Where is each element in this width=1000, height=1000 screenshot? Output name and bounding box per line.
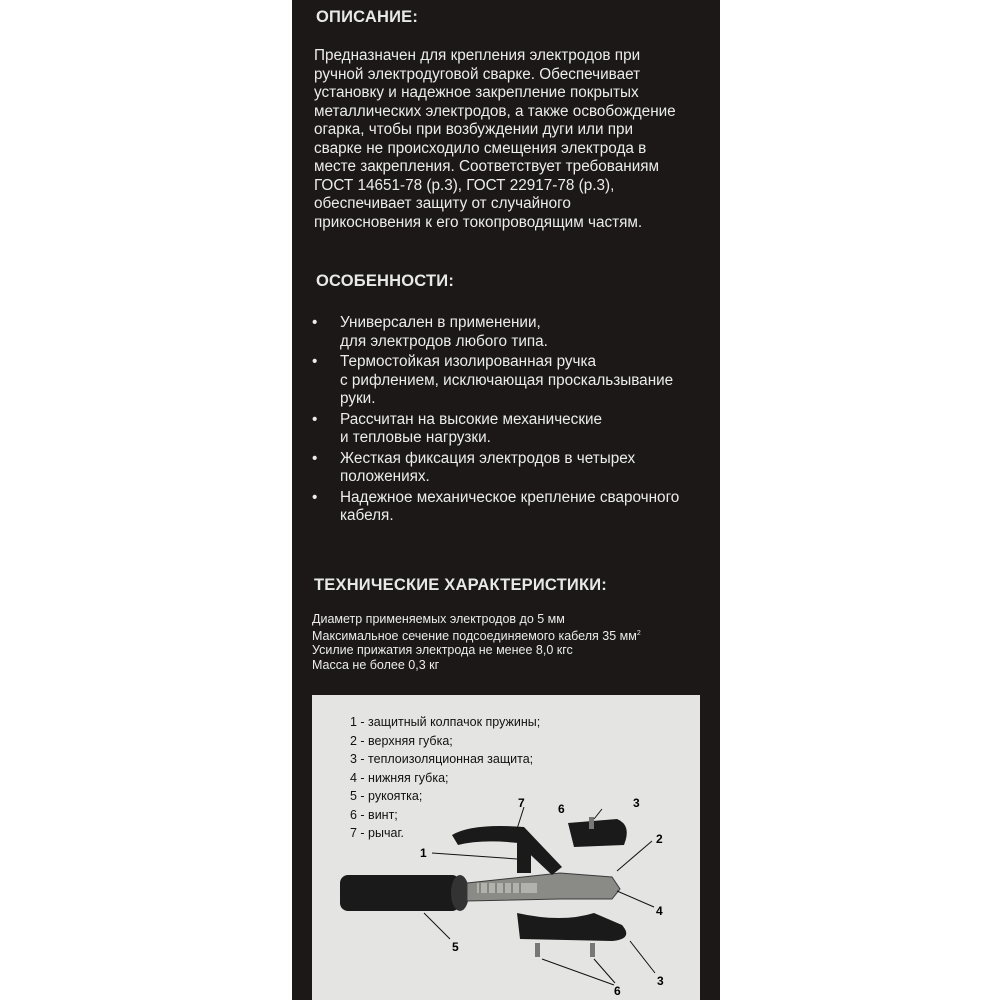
callout-1: 1	[420, 846, 427, 860]
screw-icon	[535, 943, 540, 957]
screw-icon	[590, 943, 595, 957]
description-heading: ОПИСАНИЕ:	[316, 8, 419, 26]
feature-line: Надежное механическое крепление сварочного	[340, 488, 680, 506]
feature-item	[312, 450, 712, 487]
callout-3-upper: 3	[633, 796, 640, 810]
spec-cable-text: Максимальное сечение подсоединяемого кабеля 35 мм	[312, 628, 637, 643]
callout-7: 7	[518, 796, 525, 810]
description-line: ГОСТ 14651-78 (р.3), ГОСТ 22917-78 (р.3),	[314, 176, 615, 194]
spec-force: Усилие прижатия электрода не менее 8,0 кгс	[312, 643, 573, 657]
upper-insulation-shape	[568, 819, 627, 847]
spec-diameter: Диаметр применяемых электродов до 5 мм	[312, 612, 565, 626]
feature-item	[312, 411, 712, 448]
feature-item	[312, 353, 712, 409]
description-line: сварке не происходило смещения электрода в	[314, 139, 647, 157]
lower-insulation-shape	[517, 913, 626, 941]
callout-6-upper: 6	[558, 802, 565, 816]
description-line: огарка, чтобы при возбуждении дуги или при	[314, 121, 634, 138]
callout-3-lower: 3	[657, 974, 664, 988]
feature-line: с рифлением, исключающая проскальзывание	[340, 371, 674, 389]
description-line: установку и надежное закрепление покрытых	[314, 84, 639, 101]
lever-shape	[452, 826, 562, 875]
features-list	[312, 314, 712, 528]
feature-line: и тепловые нагрузки.	[340, 429, 491, 446]
bullet-icon: •	[312, 410, 318, 428]
spec-mass: Масса не более 0,3 кг	[312, 657, 440, 672]
legend-item: 6 - винт;	[350, 807, 398, 822]
parts-diagram	[312, 695, 700, 1000]
feature-item	[312, 314, 712, 351]
feature-line: Универсален в применении,	[340, 314, 541, 331]
spec-cable-superscript: 2	[636, 629, 641, 637]
bullet-icon: •	[312, 314, 318, 331]
legend-item: 4 - нижняя губка;	[350, 770, 449, 785]
description-line: месте закрепления. Соответствует требованиям	[314, 158, 660, 175]
bullet-icon: •	[312, 449, 318, 467]
specs-list	[312, 612, 641, 672]
screw-icon	[589, 817, 594, 829]
legend-item: 7 - рычаг.	[350, 826, 404, 840]
bullet-icon: •	[312, 353, 318, 370]
electrode-holder-illustration	[312, 695, 700, 1000]
legend-item: 3 - теплоизоляционная защита;	[350, 752, 534, 766]
callout-5: 5	[452, 940, 459, 954]
handle-shape	[340, 875, 460, 911]
feature-line: положениях.	[340, 468, 430, 485]
features-heading: ОСОБЕННОСТИ:	[316, 272, 455, 290]
feature-line: Термостойкая изолированная ручка	[340, 353, 597, 370]
description-line: прикосновения к его токопроводящим частям.	[314, 213, 643, 231]
specs-heading: ТЕХНИЧЕСКИЕ ХАРАКТЕРИСТИКИ:	[314, 576, 607, 594]
description-line: ручной электродуговой сварке. Обеспечивает	[314, 65, 641, 83]
feature-line: кабеля.	[340, 507, 394, 524]
description-line: обеспечивает защиту от случайного	[314, 195, 571, 212]
description-line: металлических электродов, а также освобождение	[314, 102, 676, 120]
legend-item: 2 - верхняя губка;	[350, 733, 453, 748]
feature-line: Жесткая фиксация электродов в четырех	[340, 449, 636, 467]
description-text	[314, 47, 714, 232]
bullet-icon: •	[312, 488, 318, 506]
legend-item: 1 - защитный колпачок пружины;	[350, 715, 541, 729]
callout-2: 2	[656, 832, 663, 846]
legend-item: 5 - рукоятка;	[350, 789, 423, 803]
handle-end	[451, 875, 469, 911]
description-line: Предназначен для крепления электродов при	[314, 47, 641, 64]
feature-line: руки.	[340, 390, 376, 407]
callout-4: 4	[656, 904, 663, 918]
feature-item	[312, 489, 712, 526]
callout-6-lower: 6	[614, 984, 621, 998]
feature-line: Рассчитан на высокие механические	[340, 410, 603, 428]
product-info-panel	[292, 0, 720, 1000]
feature-line: для электродов любого типа.	[340, 332, 548, 350]
spec-cable	[312, 627, 641, 644]
spring-shape	[477, 883, 537, 893]
